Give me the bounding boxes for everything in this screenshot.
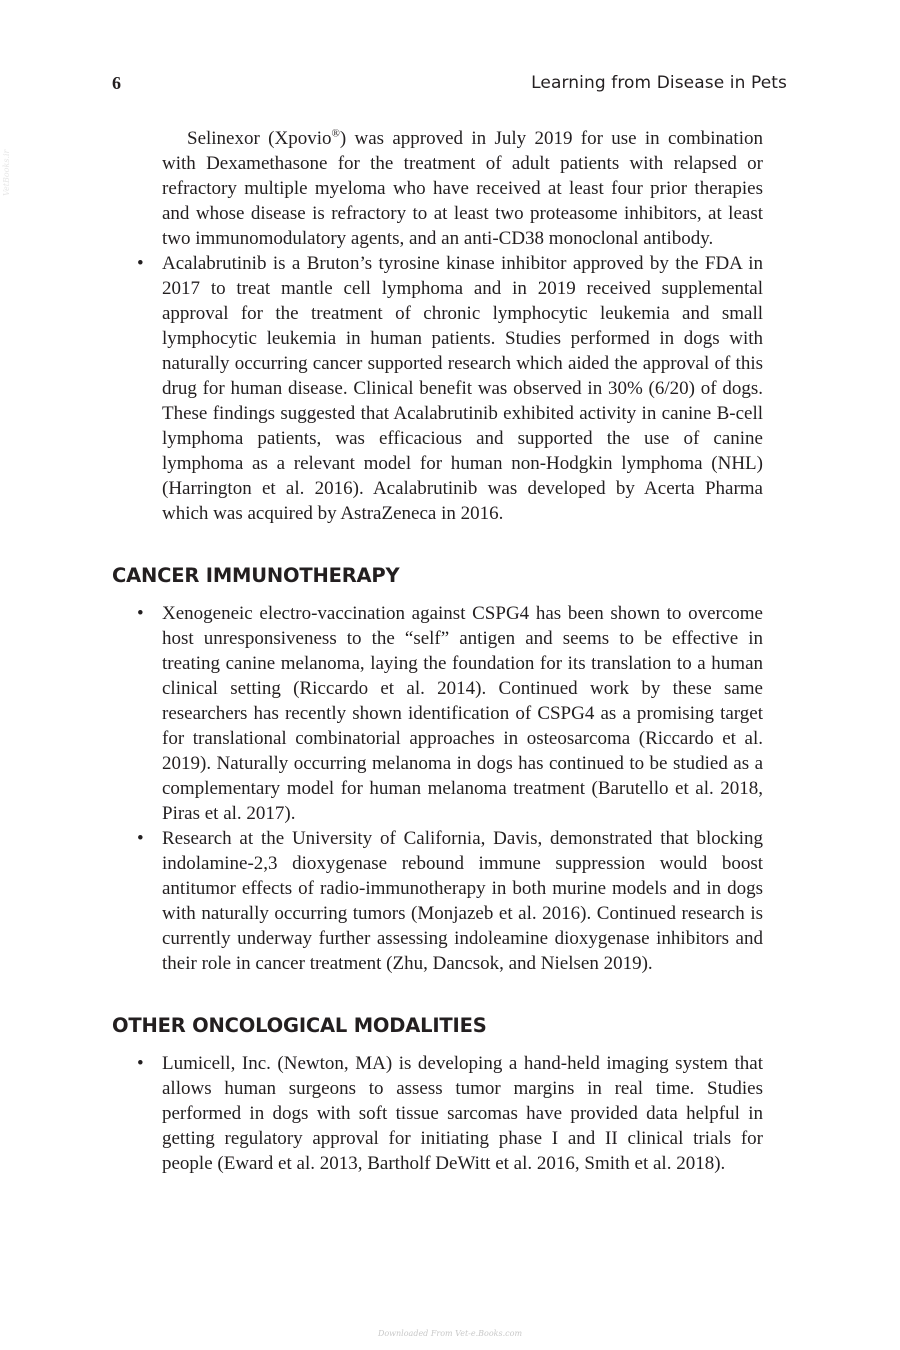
other-modalities-list [112,1051,763,1176]
list-item-text: Acalabrutinib is a Bruton’s tyrosine kinase inhibitor approved by the FDA in 2017 to treat mantle cell lymphoma and in 2019 received supplemental approval for the treatment of chronic lymphocytic leukemia and small lymphocytic leukemia in human patients. Studies performed in dogs with naturally occurring cancer supported research which aided the approval of this drug for human disease. Clinical benefit was observed in 30% (6/20) of dogs. These findings suggested that Acalabrutinib exhibited activity in canine B-cell lymphoma patients, was efficacious and supported the use of canine lymphoma as a relevant model for human non-Hodgkin lymphoma (NHL) (Harrington et al. 2016). Acalabrutinib was developed by Acerta Pharma which was acquired by AstraZeneca in 2016. [162,253,763,524]
list-item-text: Lumicell, Inc. (Newton, MA) is developing a hand-held imaging system that allows human surgeons to assess tumor margins in real time. Studies performed in dogs with soft tissue sarcomas have provided data helpful in getting regulatory approval for initiating phase I and II clinical trials for people (Eward et al. 2013, Bartholf DeWitt et al. 2016, Smith et al. 2018). [162,1053,763,1174]
page-body [112,126,763,1176]
intro-bullet-list [112,251,763,526]
list-item [112,251,763,526]
bullet-icon: • [137,828,144,849]
section-heading-cancer-immunotherapy: CANCER IMMUNOTHERAPY [112,564,400,587]
section-heading-other-oncological-modalities: OTHER ONCOLOGICAL MODALITIES [112,1014,487,1037]
registered-mark: ® [331,127,340,140]
bullet-icon: • [137,603,144,624]
cancer-immunotherapy-list [112,601,763,976]
intro-rest: ) was approved in July 2019 for use in combination with Dexamethasone for the treatment of adult patients with relapsed or refractory multiple myeloma who have received at least four prior therapies and whose disease is refractory to at least two proteasome inhibitors, at least two immunomodulatory agents, and an anti-CD38 monoclonal antibody. [162,128,763,249]
list-item [112,826,763,976]
running-head-title: Learning from Disease in Pets [531,73,787,93]
bullet-icon: • [137,253,144,274]
intro-paragraph [112,126,763,251]
list-item-text: Research at the University of California, Davis, demonstrated that blocking indolamine-2,3 dioxygenase rebound immune suppression would boost antitumor effects of radio-immunotherapy in both murine models and in dogs with naturally occurring tumors (Monjazeb et al. 2016). Continued research is currently underway further assessing indoleamine dioxygenase inhibitors and their role in cancer treatment (Zhu, Dancsok, and Nielsen 2019). [162,828,763,974]
list-item [112,1051,763,1176]
footer-watermark: Downloaded From Vet-e.Books.com [377,1329,523,1338]
side-watermark: VetBooks.ir [2,149,11,196]
list-item [112,601,763,826]
bullet-icon: • [137,1053,144,1074]
list-item-text: Xenogeneic electro-vaccination against CSPG4 has been shown to overcome host unresponsiveness to the “self” antigen and seems to be effective in treating canine melanoma, laying the foundation for its translation to a human clinical setting (Riccardo et al. 2014). Continued work by these same researchers has recently shown identification of CSPG4 as a promising target for translational combinatorial approaches in osteosarcoma (Riccardo et al. 2019). Naturally occurring melanoma in dogs has continued to be studied as a complementary model for human melanoma treatment (Barutello et al. 2018, Piras et al. 2017). [162,603,763,824]
intro-lead: Selinexor (Xpovio [187,128,332,149]
page-number: 6 [112,73,121,93]
